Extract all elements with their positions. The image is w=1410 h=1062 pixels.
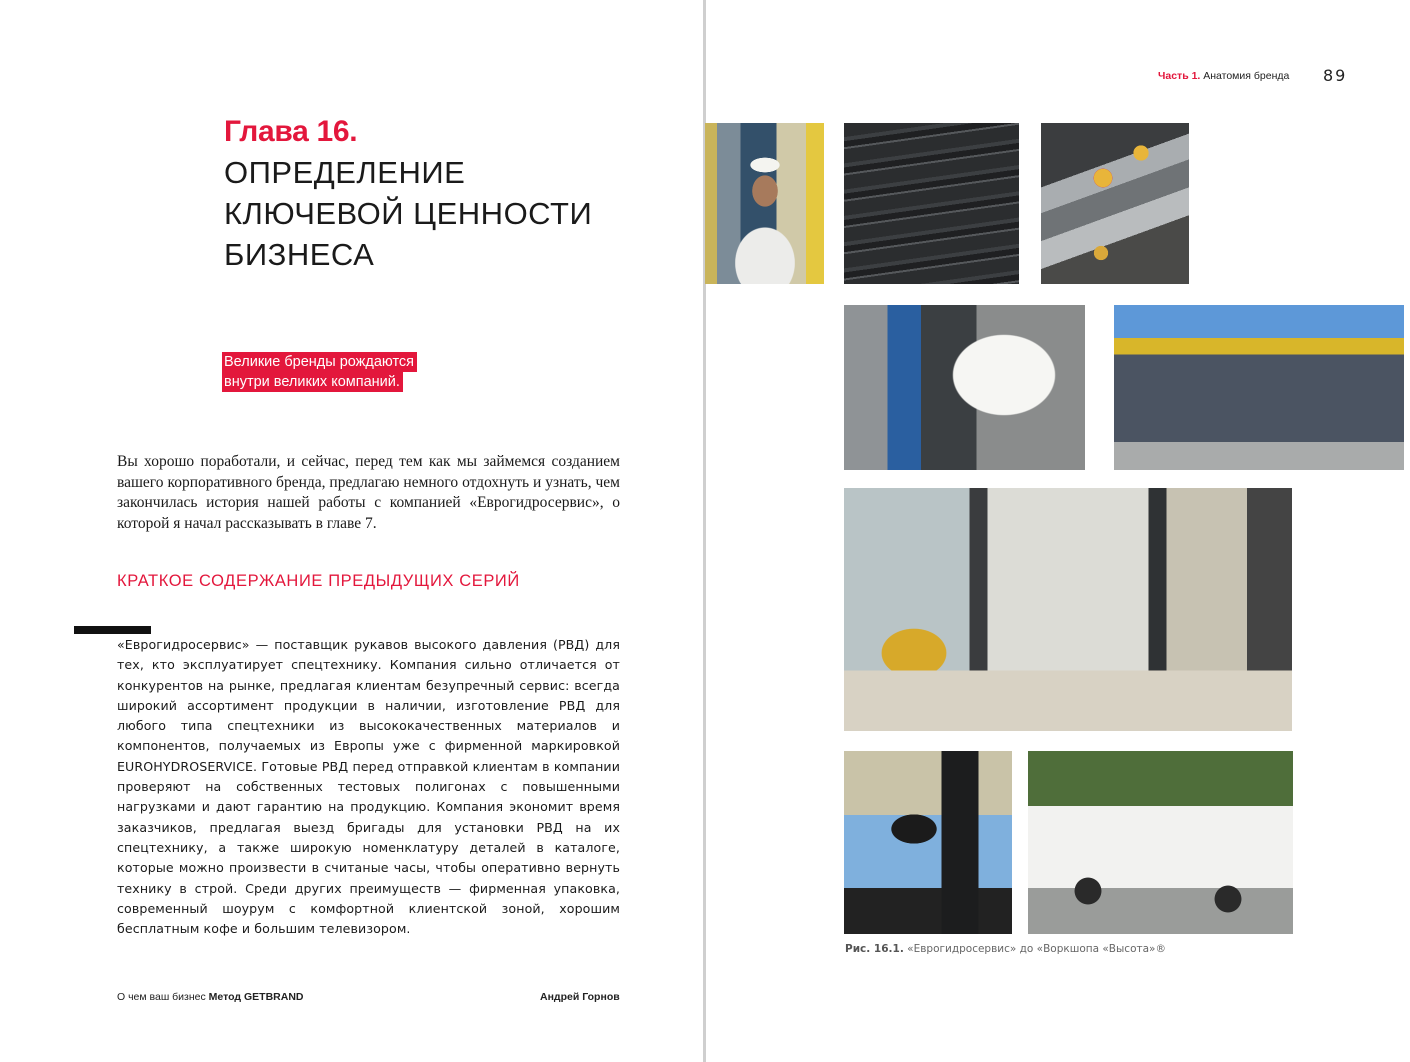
caption-text: «Еврогидросервис» до «Воркшопа «Высота»®	[903, 943, 1166, 955]
intro-paragraph: Вы хорошо поработали, и сейчас, перед тем как мы займемся созданием вашего корпоративного бренда, предлагаю немного отдохнуть и узнать, чем закончилась история нашей работы с компанией «Еврогидросервис», о которой я начал рассказывать в главе 7.	[117, 453, 620, 532]
chapter-title	[224, 152, 592, 275]
running-header	[1158, 70, 1289, 82]
quote-line: Великие бренды рождаются	[222, 352, 417, 372]
quote-line: внутри великих компаний.	[222, 372, 403, 392]
photo-worker-in-hardhat	[705, 123, 824, 284]
footer-book-prefix: О чем ваш бизнес	[117, 991, 209, 1003]
photo-hose-coil	[844, 123, 1019, 284]
left-page	[0, 0, 704, 1062]
photo-branded-helmet	[844, 305, 1085, 470]
figure-caption	[845, 943, 1166, 955]
chapter-title-line: ОПРЕДЕЛЕНИЕ	[224, 155, 466, 190]
running-header-title: Анатомия бренда	[1200, 70, 1290, 82]
section-heading: КРАТКОЕ СОДЕРЖАНИЕ ПРЕДЫДУЩИХ СЕРИЙ	[117, 572, 520, 590]
caption-label: Рис. 16.1.	[845, 943, 904, 955]
highlighted-quote	[222, 352, 417, 392]
page-number: 89	[1323, 66, 1348, 85]
photo-showroom-interior	[844, 488, 1292, 731]
right-page	[706, 0, 1410, 1062]
body-paragraph: «Еврогидросервис» — поставщик рукавов высокого давления (РВД) для тех, кто эксплуатирует спецтехнику. Компания сильно отличается от конкурентов на рынке, предлагая клиентам безупречный сервис: всегда широкий ассортимент продукции в наличии, изготовление РВД для любого типа спецтехники из высококачественных материалов и компонентов, получаемых из Европы уже с фирменной маркировкой EUROHYDROSERVICE. Готовые РВД перед отправкой клиентам в компании проверяют на собственных тестовых полигонах с повышенными нагрузками и дают гарантию на продукцию. Компания экономит время заказчиков, предлагая выезд бригады для установки РВД на их спецтехнику, а также широкую номенклатуру деталей в каталоге, которые можно произвести в считаные часы, чтобы оперативно вернуть технику в строй. Среди других преимуществ — фирменная упаковка, современный шоурум с комфортной клиентской зоной, хорошим бесплатным кофе и большим телевизором.	[117, 637, 620, 937]
running-header-part: Часть 1.	[1158, 70, 1201, 82]
photo-desk-detail	[844, 751, 1012, 934]
footer-author: Андрей Горнов	[540, 991, 620, 1003]
decorative-bar	[74, 626, 151, 634]
photo-hose-fittings	[1041, 123, 1189, 284]
footer-book-title	[117, 991, 303, 1003]
photo-branded-pickup-truck	[1028, 751, 1293, 934]
chapter-title-line: КЛЮЧЕВОЙ ЦЕННОСТИ	[224, 196, 593, 231]
chapter-label: Глава 16.	[224, 115, 358, 148]
footer-book-bold: Метод GETBRAND	[208, 991, 304, 1003]
chapter-title-line: БИЗНЕСА	[224, 237, 375, 272]
photo-building-exterior	[1114, 305, 1404, 470]
